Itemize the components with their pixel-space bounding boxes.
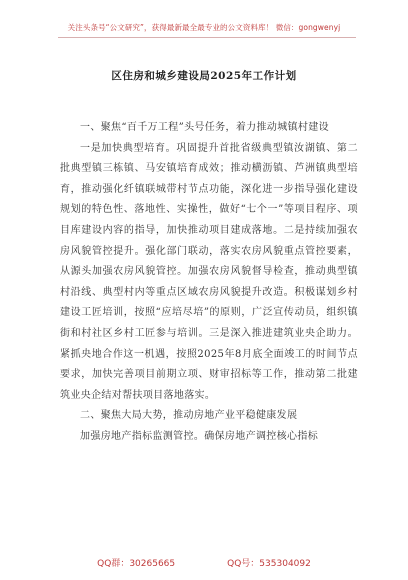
document-title: 区住房和城乡建设局2025年工作计划 [111, 70, 297, 82]
qq-number-text: QQ号：535304092 [227, 559, 311, 569]
section-heading-1: 一、聚焦“百千万工程”头号任务，着力推动城镇村建设 [80, 122, 329, 133]
footer-contact [0, 556, 408, 569]
header-divider [58, 37, 356, 38]
document-body [60, 118, 358, 448]
top-banner: 关注头条号“公文研究”，获得最新最全最专业的公文资料库！ 微信：gongwenyj [67, 23, 341, 32]
qq-group-text: QQ群：30265665 [97, 559, 176, 569]
body-paragraph-2: 加强房地产指标监测管控。确保房地产调控核心指标 [80, 430, 319, 442]
body-paragraph-1: 一是加快典型培育。巩固提升首批省级典型镇汝湖镇、第二批典型镇三栋镇、马安镇培育成效；推动横沥镇、芦洲镇典型培育，推动强化纤镇联城带村节点功能，深化进一步指导强化建设规划的特色性、落地性、实操性，做好“七个一”等项目程序、项目库建设内容的指导，加快推动项目建成落地。二是持续加强农房风貌管控提升。强化部门联动，落实农房风貌重点管控要素，从源头加强农房风貌管控。加强农房风貌督导检查，推动典型镇村沿线、典型村内等重点区域农房风貌提升改造。积极谋划乡村建设工匠培训，按照“应培尽培”的原则，广泛宣传动员，组织镇街和村社区乡村工匠参与培训。三是深入推进建筑业央企助力。紧抓央地合作这一机遇，按照2025年8月底全面竣工的时间节点要求，加快完善项目前期立项、财审招标等工作，推动第二批建筑业央企结对帮扶项目落地落实。 [60, 142, 358, 401]
section-heading-2: 二、聚焦大局大势，推动房地产业平稳健康发展 [80, 410, 298, 422]
